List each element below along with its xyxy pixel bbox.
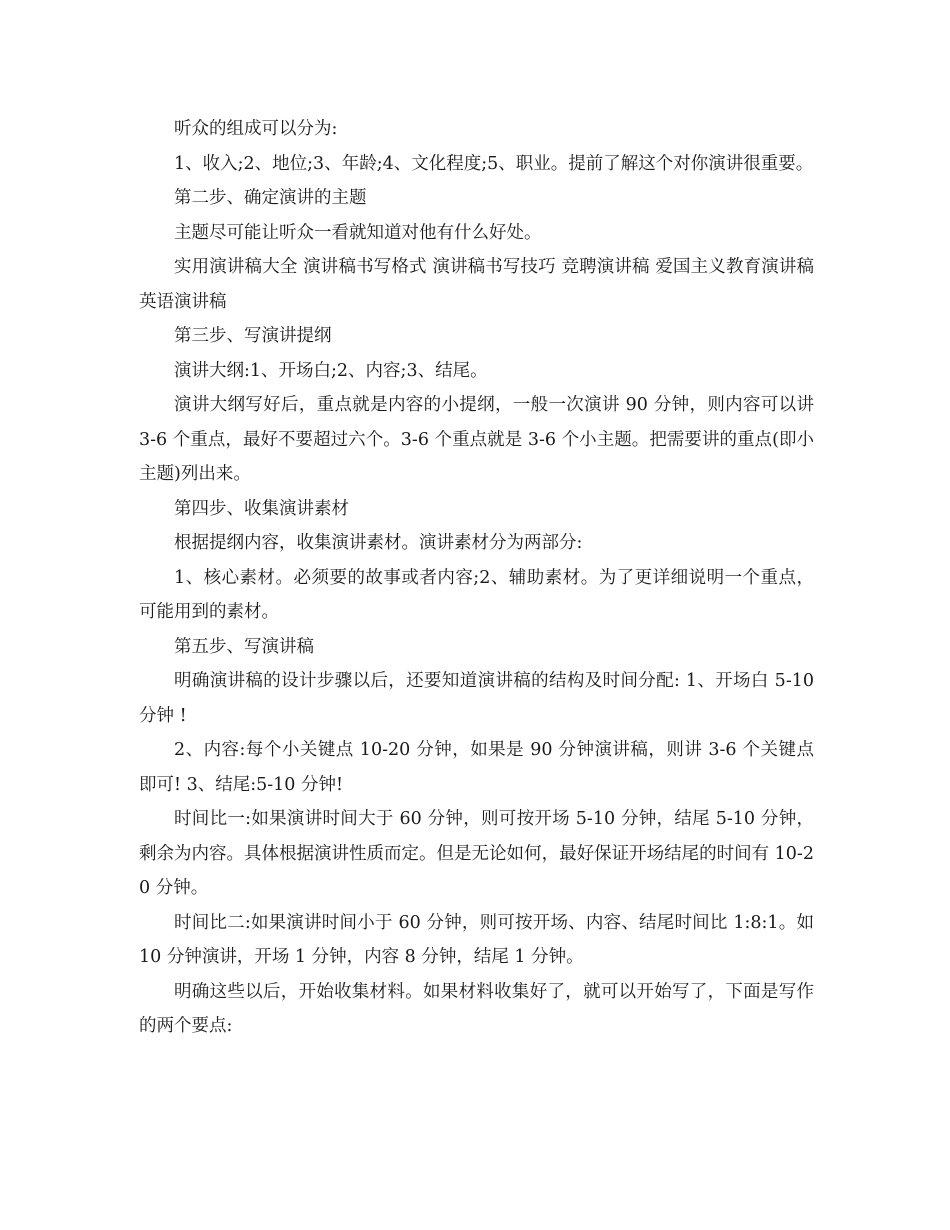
document-body <box>139 112 814 1044</box>
paragraph-materials-intro: 根据提纲内容，收集演讲素材。演讲素材分为两部分: <box>174 533 583 553</box>
paragraph-structure: 明确演讲稿的设计步骤以后，还要知道演讲稿的结构及时间分配: 1、开场白 5-10 分钟 ! <box>139 671 814 726</box>
paragraph-outline: 演讲大纲:1、开场白;2、内容;3、结尾。 <box>174 360 488 381</box>
paragraph-writing-points: 明确这些以后，开始收集材料。如果材料收集好了，就可以开始写了，下面是写作的两个要点: <box>139 981 814 1036</box>
paragraph-topic: 主题尽可能让听众一看就知道对他有什么好处。 <box>174 222 542 243</box>
paragraph-time-ratio-two: 时间比二:如果演讲时间小于 60 分钟，则可按开场、内容、结尾时间比 1:8:1。如 10 分钟演讲，开场 1 分钟，内容 8 分钟，结尾 1 分钟。 <box>139 912 814 967</box>
heading-step-three: 第三步、写演讲提纲 <box>174 326 332 346</box>
heading-step-four: 第四步、收集演讲素材 <box>174 498 349 519</box>
paragraph-materials-types: 1、核心素材。必须要的故事或者内容;2、辅助素材。为了更详细说明一个重点，可能用到的素材。 <box>139 567 814 622</box>
paragraph-outline-detail: 演讲大纲写好后，重点就是内容的小提纲，一般一次演讲 90 分钟，则内容可以讲 3-6 个重点，最好不要超过六个。3-6 个重点就是 3-6 个小主题。把需要讲的重点(即小主题)列出来。 <box>139 395 814 484</box>
heading-step-five: 第五步、写演讲稿 <box>174 636 314 657</box>
heading-step-two: 第二步、确定演讲的主题 <box>174 188 367 208</box>
paragraph-related-links: 实用演讲稿大全 演讲稿书写格式 演讲稿书写技巧 竞聘演讲稿 爱国主义教育演讲稿 英语演讲稿 <box>139 257 814 312</box>
paragraph-audience-factors: 1、收入;2、地位;3、年龄;4、文化程度;5、职业。提前了解这个对你演讲很重要。 <box>174 153 814 174</box>
paragraph-content-timing: 2、内容:每个小关键点 10-20 分钟，如果是 90 分钟演讲稿，则讲 3-6 个关键点即可! 3、结尾:5-10 分钟! <box>139 740 814 795</box>
paragraph-audience-intro: 听众的组成可以分为: <box>174 119 338 139</box>
paragraph-time-ratio-one: 时间比一:如果演讲时间大于 60 分钟，则可按开场 5-10 分钟，结尾 5-10 分钟，剩余为内容。具体根据演讲性质而定。但是无论如何，最好保证开场结尾的时间有 10-20 分钟。 <box>139 809 814 898</box>
